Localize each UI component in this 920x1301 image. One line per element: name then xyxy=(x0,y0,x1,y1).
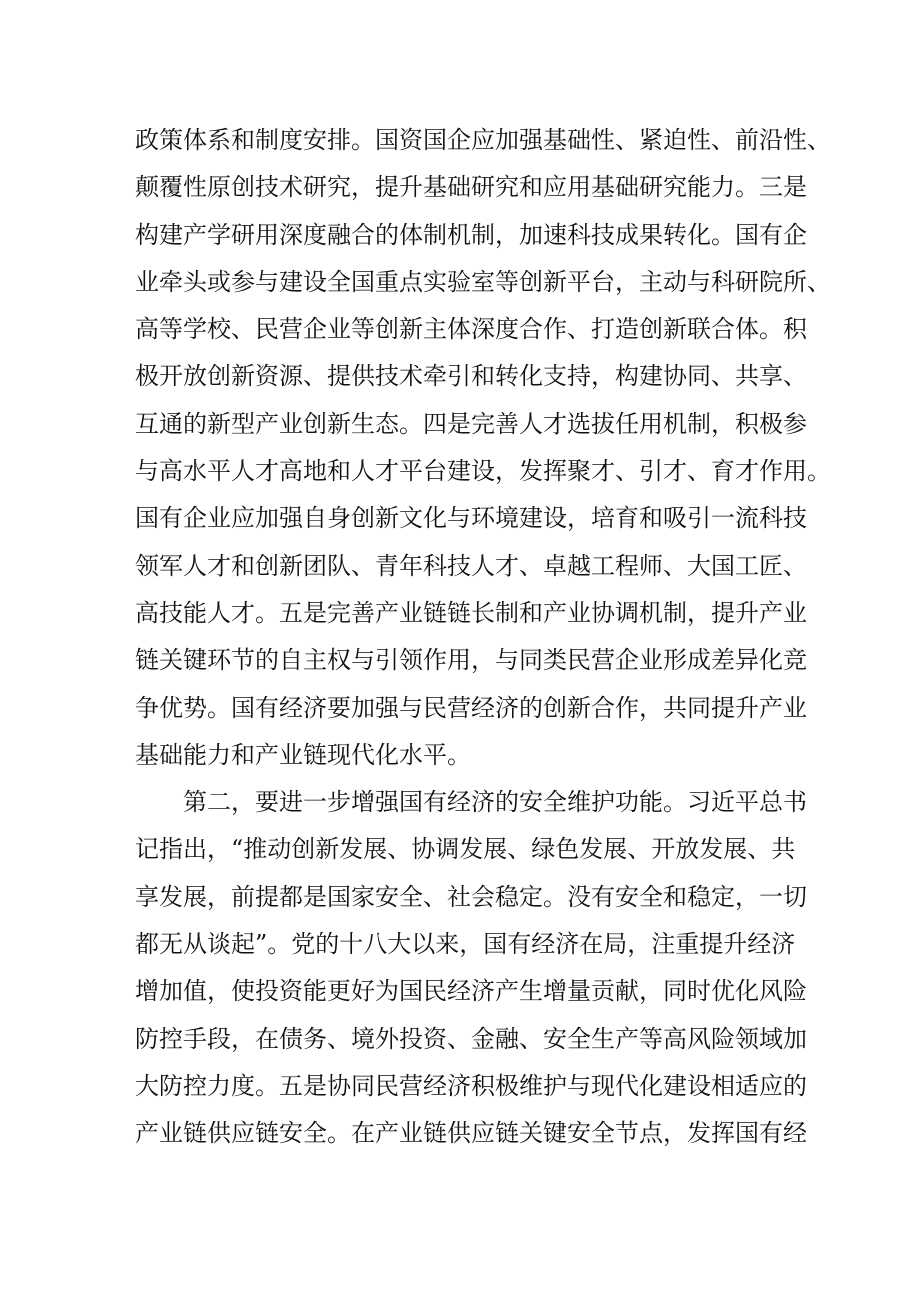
text-line: 构建产学研用深度融合的体制机制，加速科技成果转化。国有企 xyxy=(135,220,807,249)
text-line: 领军人才和创新团队、青年科技人才、卓越工程师、大国工匠、 xyxy=(135,551,807,580)
text-line: 政策体系和制度安排。国资国企应加强基础性、紧迫性、前沿性、 xyxy=(135,126,831,154)
text-line: 互通的新型产业创新生态。四是完善人才选拔任用机制，积极参 xyxy=(135,409,807,438)
text-line: 争优势。国有经济要加强与民营经济的创新合作，共同提升产业 xyxy=(135,693,807,722)
text-line: 增加值，使投资能更好为国民经济产生增量贡献，同时优化风险 xyxy=(135,977,807,1006)
text-line: 产业链供应链安全。在产业链供应链关键安全节点，发挥国有经 xyxy=(135,1119,807,1148)
text-line: 高技能人才。五是完善产业链链长制和产业协调机制，提升产业 xyxy=(135,598,807,627)
text-line: 第二，要进一步增强国有经济的安全维护功能。习近平总书 xyxy=(135,788,807,817)
text-line: 高等学校、民营企业等创新主体深度合作、打造创新联合体。积 xyxy=(135,315,807,344)
body-text xyxy=(135,117,831,1158)
text-line: 国有企业应加强自身创新文化与环境建设，培育和吸引一流科技 xyxy=(135,504,807,533)
text-line: 链关键环节的自主权与引领作用，与同类民营企业形成差异化竞 xyxy=(135,646,807,675)
text-line: 基础能力和产业链现代化水平。 xyxy=(135,740,471,769)
text-line: 都无从谈起”。党的十八大以来，国有经济在局，注重提升经济 xyxy=(135,930,796,959)
text-line: 大防控力度。五是协同民营经济积极维护与现代化建设相适应的 xyxy=(135,1071,807,1100)
text-line: 颠覆性原创技术研究，提升基础研究和应用基础研究能力。三是 xyxy=(135,173,807,202)
text-line: 记指出，“推动创新发展、协调发展、绿色发展、开放发展、共 xyxy=(135,835,796,864)
text-line: 极开放创新资源、提供技术牵引和转化支持，构建协同、共享、 xyxy=(135,362,807,391)
text-line: 防控手段，在债务、境外投资、金融、安全生产等高风险领域加 xyxy=(135,1024,807,1053)
text-line: 与高水平人才高地和人才平台建设，发挥聚才、引才、育才作用。 xyxy=(135,457,831,486)
text-line: 业牵头或参与建设全国重点实验室等创新平台，主动与科研院所、 xyxy=(135,267,831,296)
text-line: 享发展，前提都是国家安全、社会稳定。没有安全和稳定，一切 xyxy=(135,882,807,911)
